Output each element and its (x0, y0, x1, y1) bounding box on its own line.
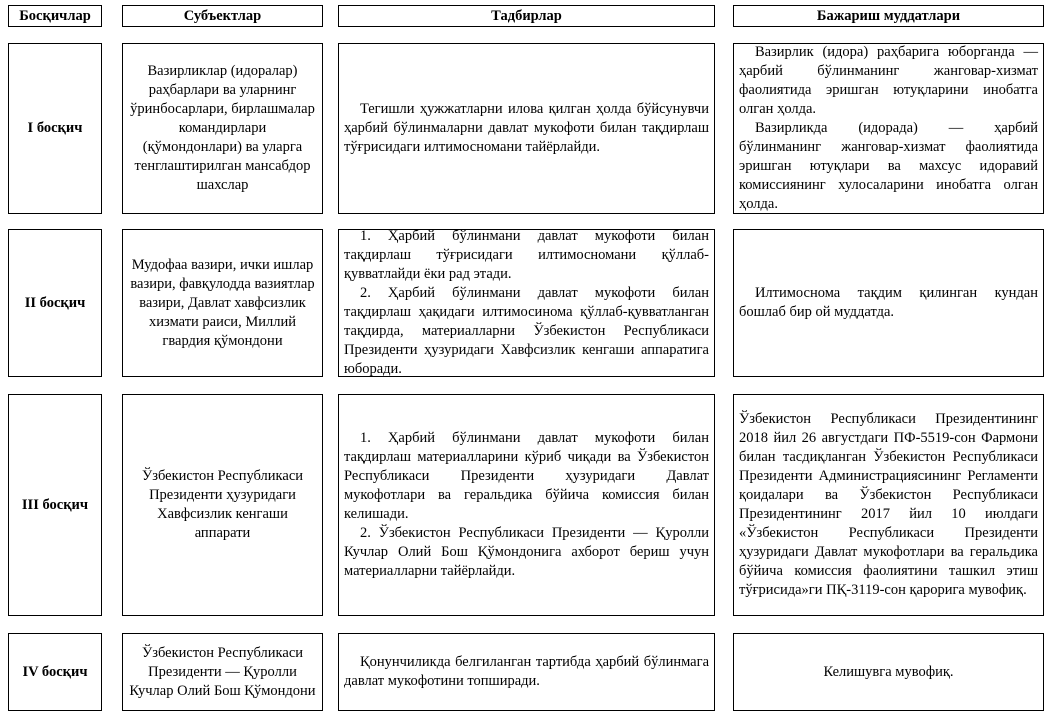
stage-1-measures (338, 43, 715, 214)
stage-2-measures (338, 229, 715, 377)
stage-1-subject: Вазирликлар (идоралар) раҳбарлари ва уларнинг ўринбосарлари, бирлашмалар командирлари (қўмондонлари) ва уларга тенглаштирилган мансабдор шахслар (122, 43, 323, 214)
header-stages: Босқичлар (8, 5, 102, 27)
header-measures: Тадбирлар (338, 5, 715, 27)
stage-1-deadline-1: Вазирлик (идора) раҳбарига юборганда — ҳарбий бўлинманинг жанговар-хизмат фаолиятида эришган ютуқларини инобатга олган ҳолда. (739, 44, 1038, 117)
stage-1-deadline-2: Вазирликда (идорада) — ҳарбий бўлинманинг жанговар-хизмат фаолиятида эришган ютуқлари ва махсус идоравий комиссиянинг хулосаларини инобатга олган ҳолда. (739, 120, 1038, 212)
stage-4-measure-1: Қонунчиликда белгиланган тартибда ҳарбий бўлинмага давлат мукофотини топширади. (344, 654, 709, 689)
header-subjects: Субъектлар (122, 5, 323, 27)
stage-3-deadline-1: Ўзбекистон Республикаси Президентининг 2018 йил 26 августдаги ПФ-5519-сон Фармони билан тасдиқланган Ўзбекистон Республикаси Президенти Администрациясининг Регламенти қоидалари ва Ўзбекистон Республикаси Президентининг 2017 йил 10 июлдаги «Ўзбекистон Республикаси Президенти ҳузуридаги Давлат мукофотлари ва геральдика бўйича комиссия фаолиятини ташкил этиш тўғрисида»ги ПҚ-3119-сон қарорига мувофиқ. (739, 411, 1038, 598)
stage-4-deadlines (733, 633, 1044, 711)
stage-2-subject: Мудофаа вазири, ички ишлар вазири, фавқулодда вазиятлар вазири, Давлат хавфсизлик хизмати раиси, Миллий гвардия қўмондони (122, 229, 323, 377)
stage-4-subject: Ўзбекистон Республикаси Президенти — Қуролли Кучлар Олий Бош Қўмондони (122, 633, 323, 711)
stage-3-measures (338, 394, 715, 616)
stage-1-deadlines (733, 43, 1044, 214)
stage-4-deadline-1: Келишувга мувофиқ. (823, 663, 954, 680)
stage-2-deadline-1: Илтимоснома тақдим қилинган кундан бошлаб бир ой муддатда. (739, 285, 1038, 320)
stage-2-measure-1: 1. Ҳарбий бўлинмани давлат мукофоти билан тақдирлаш тўғрисидаги илтимосномани қўллаб-қувватлайди ёки рад этади. (344, 228, 709, 282)
stage-1-measure-1: Тегишли ҳужжатларни илова қилган ҳолда бўйсунувчи ҳарбий бўлинмаларни давлат мукофоти билан тақдирлаш тўғрисидаги илтимосномани тайёрлайди. (344, 101, 709, 155)
header-deadlines: Бажариш муддатлари (733, 5, 1044, 27)
stage-2-deadlines (733, 229, 1044, 377)
stage-4-label: IV босқич (8, 633, 102, 711)
stage-3-measure-2: 2. Ўзбекистон Республикаси Президенти — Қуролли Кучлар Олий Бош Қўмондонига ахборот бериш учун материалларни тайёрлайди. (344, 525, 709, 579)
stage-2-measure-2: 2. Ҳарбий бўлинмани давлат мукофоти билан тақдирлаш ҳақидаги илтимосинома қўллаб-қувватланган тақдирда, материалларни Ўзбекистон Республикаси Президенти ҳузуридаги Хавфсизлик кенгаши аппаратига юборади. (344, 285, 709, 377)
stage-3-label: III босқич (8, 394, 102, 616)
stage-3-subject: Ўзбекистон Республикаси Президенти ҳузуридаги Хавфсизлик кенгаши аппарати (122, 394, 323, 616)
stage-4-measures (338, 633, 715, 711)
stage-3-measure-1: 1. Ҳарбий бўлинмани давлат мукофоти билан тақдирлаш материалларини кўриб чиқади ва Ўзбекистон Республикаси Президенти ҳузуридаги Давлат мукофотлари ва геральдика бўйича комиссия билан келишади. (344, 430, 709, 522)
stage-1-label: I босқич (8, 43, 102, 214)
stage-3-deadlines (733, 394, 1044, 616)
stage-2-label: II босқич (8, 229, 102, 377)
